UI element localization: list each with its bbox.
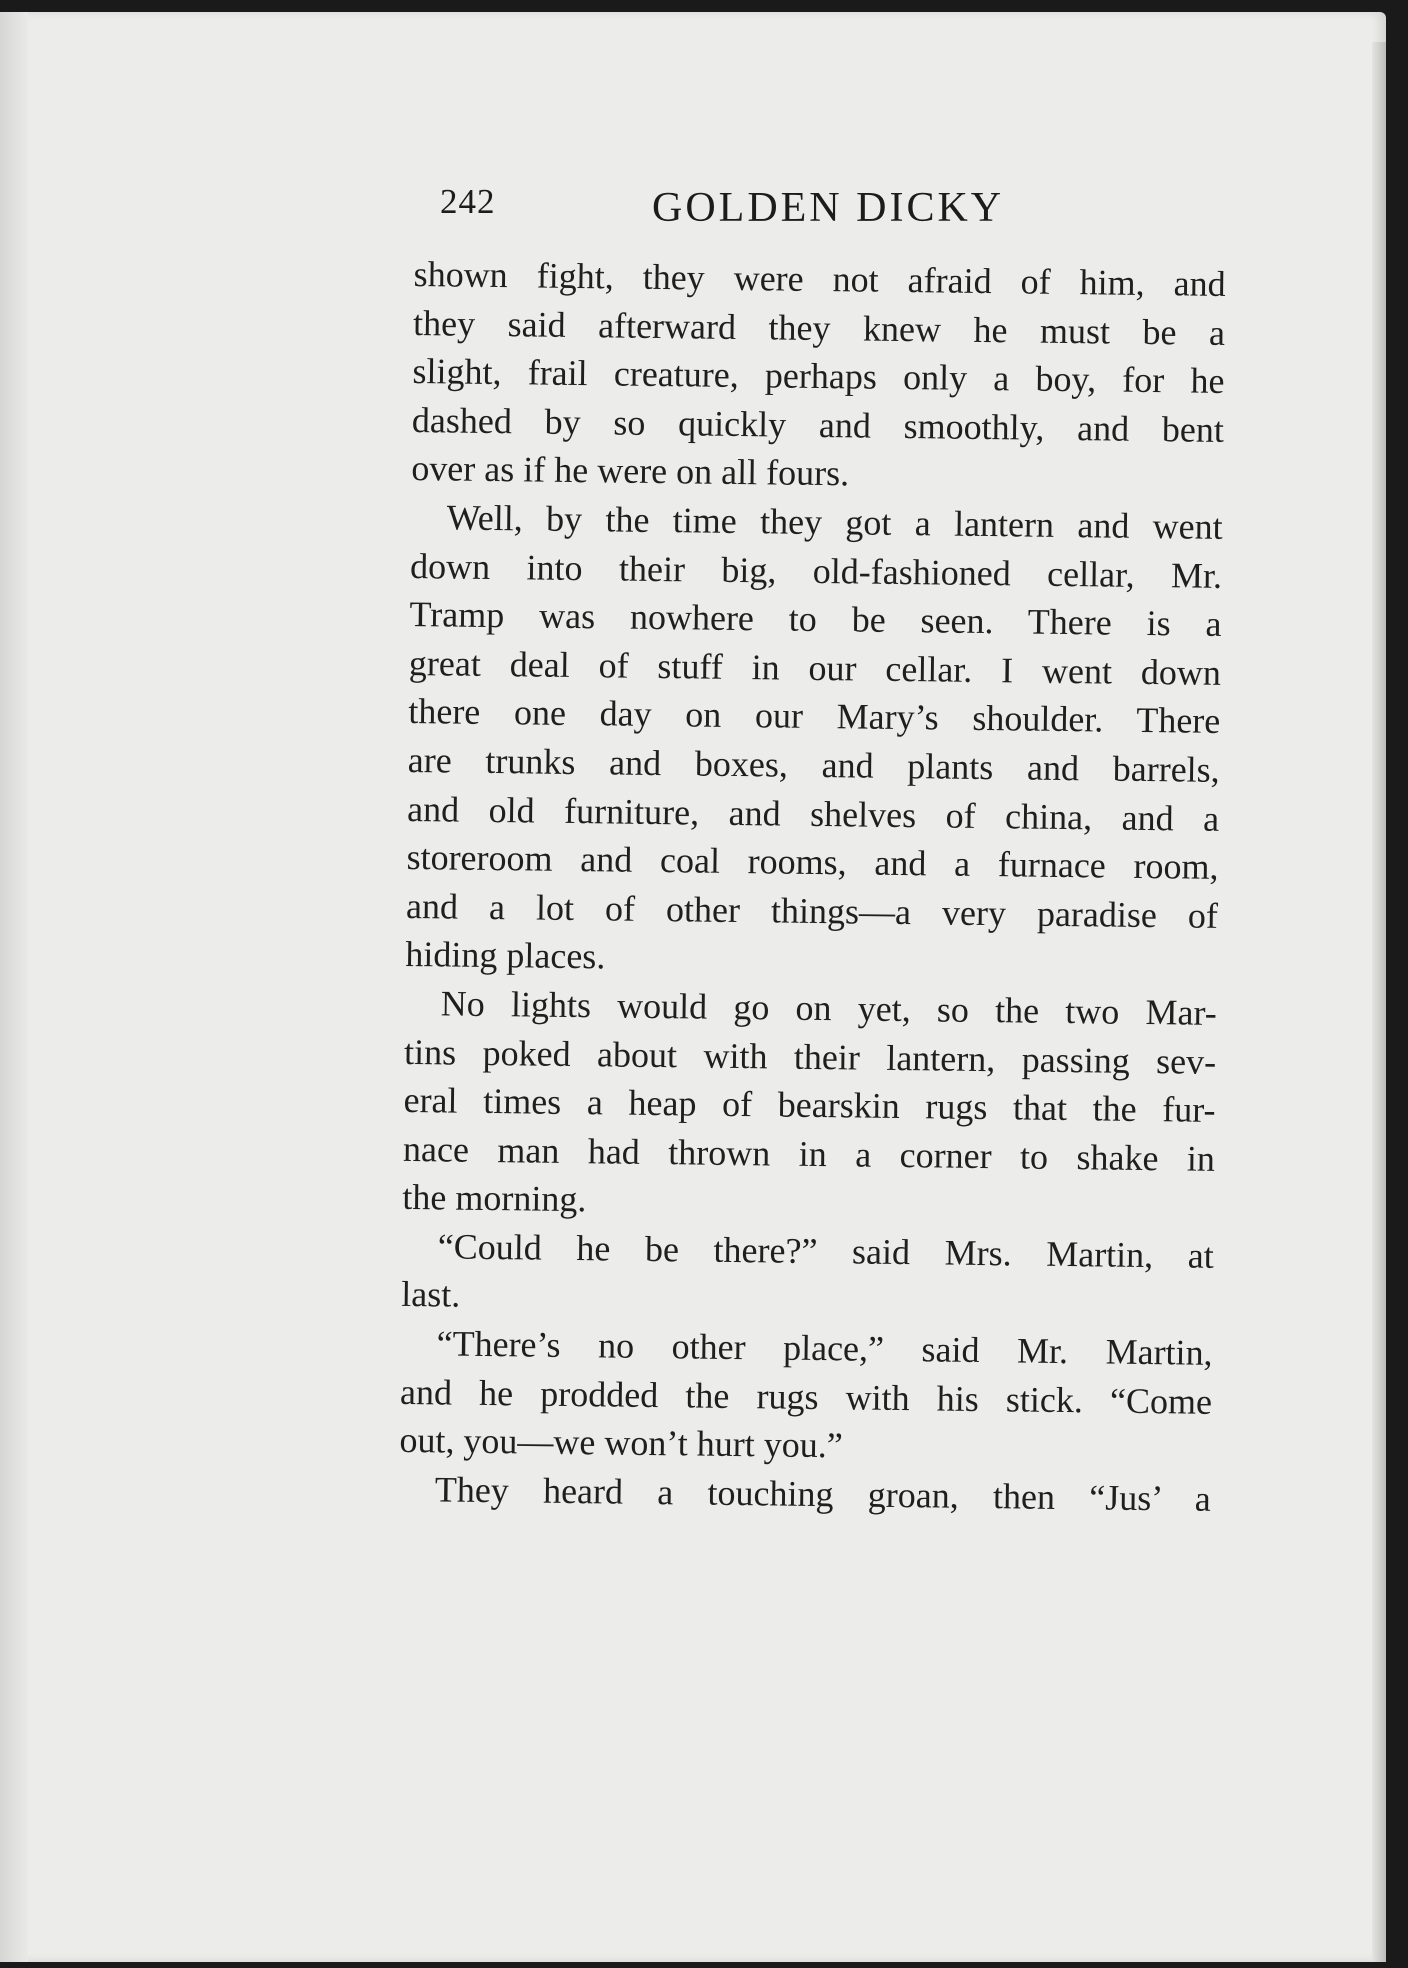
text-line: tins poked about with their lantern, passing sev- (403, 1031, 1217, 1082)
text-line: slight, frail creature, perhaps only a boy, for he (412, 351, 1225, 402)
text-line: “There’s no other place,” said Mr. Martin, (436, 1323, 1213, 1373)
paragraph (405, 493, 1223, 989)
text-line: the morning. (402, 1177, 587, 1220)
paragraph (411, 250, 1226, 503)
book-page (0, 12, 1386, 1962)
text-line: down into their big, old-fashioned cellar, Mr. (409, 545, 1223, 596)
text-line: dashed by so quickly and smoothly, and bent (411, 399, 1225, 450)
text-line: there one day on our Mary’s shoulder. There (408, 691, 1221, 742)
text-line: Well, by the time they got a lantern and went (446, 497, 1223, 547)
text-line: and he prodded the rugs with his stick. “Come (399, 1371, 1213, 1422)
text-line: “Could he be there?” said Mrs. Martin, at (437, 1226, 1215, 1276)
text-line: are trunks and boxes, and plants and barrels, (407, 739, 1220, 790)
text-line: they said afterward they knew he must be a (412, 302, 1226, 353)
text-line: shown fight, they were not afraid of him, and (413, 253, 1226, 304)
paragraph (399, 1319, 1213, 1475)
page-edge (1372, 42, 1386, 1962)
text-line: and old furniture, and shelves of china, and a (406, 788, 1220, 839)
paragraph (402, 979, 1217, 1232)
text-line: out, you—we won’t hurt you.” (399, 1420, 843, 1466)
text-line: and a lot of other things—a very paradise of (405, 885, 1219, 936)
page-gutter (0, 12, 28, 1962)
running-head (440, 182, 1040, 242)
text-line: nace man had thrown in a corner to shake in (402, 1128, 1216, 1179)
paragraph (401, 1222, 1214, 1329)
page-number: 242 (440, 182, 496, 221)
text-line: They heard a touching groan, then “Jus’ a (434, 1469, 1212, 1519)
text-line: No lights would go on yet, so the two Mar- (440, 983, 1217, 1033)
paragraph (399, 1465, 1212, 1524)
body-text (399, 250, 1226, 1523)
text-line: Tramp was nowhere to be seen. There is a (409, 594, 1222, 645)
text-line: last. (400, 1274, 461, 1316)
text-line: great deal of stuff in our cellar. I went down (408, 642, 1222, 693)
text-line: eral times a heap of bearskin rugs that the fur- (403, 1080, 1216, 1130)
text-line: hiding places. (405, 934, 606, 977)
book-title: GOLDEN DICKY (652, 185, 1005, 231)
text-line: over as if he were on all fours. (411, 448, 850, 494)
text-line: storeroom and coal rooms, and a furnace room, (406, 837, 1219, 887)
